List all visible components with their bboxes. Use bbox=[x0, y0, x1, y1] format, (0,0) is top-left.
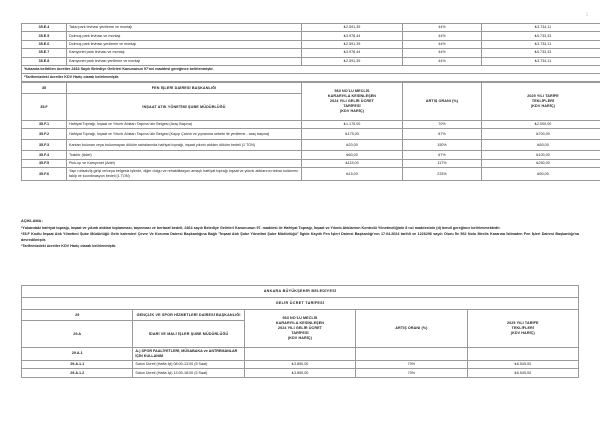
row-previous-fee: ₺3.978,44 bbox=[302, 32, 403, 40]
row-new-fee: ₺6.545,00 bbox=[467, 360, 578, 368]
table-29a-body bbox=[22, 286, 579, 378]
table-35e-body bbox=[22, 24, 600, 82]
col-prev-line-1: 563 NO'LU MECLİS bbox=[334, 89, 370, 94]
table-row bbox=[22, 129, 600, 140]
table-row bbox=[22, 369, 579, 377]
row-description: Taksi park levhası yenileme ve montajı bbox=[67, 24, 302, 32]
row-new-fee: ₺100,00 bbox=[482, 151, 600, 159]
col-new-line-3: (KDV HARİÇ) bbox=[530, 103, 556, 108]
column-header-increase-rate: ARTIŞ ORANI (%) bbox=[403, 83, 482, 121]
table-row bbox=[22, 40, 600, 48]
row-previous-fee: ₺20,00 bbox=[302, 140, 403, 151]
row-code: 29.A.1.2 bbox=[22, 369, 133, 377]
row-code: 35.E.6 bbox=[22, 40, 67, 48]
column-header-increase-rate: ARTIŞ ORANI (%) bbox=[356, 310, 467, 348]
row-new-fee: ₺6.545,00 bbox=[467, 369, 578, 377]
subsection-title: İNŞAAT ATIK YÖNETİMİ ŞUBE MÜDÜRLÜĞÜ bbox=[67, 94, 302, 121]
row-description: Kantarı bulunan veya bulunmayan döküm sahalarında hafriyat toprağı, inşaat yıkıntı atıkları döküm bedeli (1 TON) bbox=[67, 140, 302, 151]
row-description: Hafriyat Toprağı, İnşaat ve Yıkıntı Atıkları Taşıma İzin Belgesi (Araç Başına) bbox=[67, 121, 302, 129]
row-increase-rate: 44% bbox=[403, 57, 482, 65]
row-increase-rate: 44% bbox=[403, 32, 482, 40]
row-description: Salon Ücreti (Hafta İçi) 08:00-13:00 (5 Saat) bbox=[133, 360, 244, 368]
column-header-previous-fee bbox=[244, 310, 355, 348]
row-code: 35.F.3 bbox=[22, 140, 67, 151]
page-corner-mark: 1 bbox=[585, 12, 589, 18]
col-prev-line-5: (KDV HARİÇ) bbox=[339, 108, 365, 113]
section-genclik-spor bbox=[21, 285, 579, 378]
row-description: Pick-up ve Kamyonet (Adet) bbox=[67, 159, 302, 167]
row-previous-fee: ₺60,00 bbox=[302, 151, 403, 159]
table-note-row bbox=[22, 65, 600, 73]
row-code: 35.F.6 bbox=[22, 168, 67, 181]
row-code: 35.F.4 bbox=[22, 151, 67, 159]
row-new-fee: ₺3.734,11 bbox=[482, 57, 600, 65]
row-increase-rate: 233% bbox=[403, 168, 482, 181]
row-previous-fee bbox=[244, 348, 355, 361]
row-new-fee: ₺50,00 bbox=[482, 140, 600, 151]
tariff-title-row bbox=[22, 298, 579, 310]
table-35f bbox=[21, 82, 600, 181]
subsection-code: 29.A bbox=[22, 321, 133, 348]
row-increase-rate: 87% bbox=[403, 129, 482, 140]
col-prev-line-4: TARİFESİ bbox=[343, 103, 361, 108]
row-increase-rate: 44% bbox=[403, 40, 482, 48]
table-35e bbox=[21, 23, 600, 82]
row-new-fee: ₺50,00 bbox=[482, 168, 600, 181]
row-new-fee: ₺250,00 bbox=[482, 159, 600, 167]
section-department-title: FEN İŞLERİ DAİRESİ BAŞKANLIĞI bbox=[67, 83, 302, 94]
row-description: A-) SPOR FAALİYETLERİ, MÜSABAKA ve ANTREMANLAR İÇİN KULLANIM bbox=[133, 348, 244, 361]
row-increase-rate: 44% bbox=[403, 49, 482, 57]
row-previous-fee: ₺3.850,00 bbox=[244, 360, 355, 368]
row-new-fee: ₺3.734,11 bbox=[482, 40, 600, 48]
col-prev-line-4: TARİFESİ bbox=[291, 330, 309, 335]
organization-name: ANKARA BÜYÜKŞEHİR BELEDİYESİ bbox=[22, 286, 579, 298]
row-previous-fee: ₺3.850,00 bbox=[244, 369, 355, 377]
row-increase-rate bbox=[356, 348, 467, 361]
row-description: Dolmuş park levhası yenileme ve montajı bbox=[67, 40, 302, 48]
aciklama-heading: AÇIKLAMA : bbox=[21, 219, 44, 223]
table-row bbox=[22, 168, 600, 181]
row-increase-rate: 70% bbox=[356, 369, 467, 377]
row-code: 35.E.4 bbox=[22, 24, 67, 32]
row-code: 35.F.2 bbox=[22, 129, 67, 140]
row-new-fee bbox=[467, 348, 578, 361]
col-prev-line-5: (KDV HARİÇ) bbox=[287, 335, 312, 340]
row-description: Hafriyat Toprağı, İnşaat ve Yıkıntı Atıkları Taşıma İzin Belgesi (Kayıp Çalıntı ve yıpranma sebebi ile yenileme - araç başına) bbox=[67, 129, 302, 140]
row-increase-rate: 150% bbox=[403, 140, 482, 151]
row-increase-rate: 44% bbox=[403, 24, 482, 32]
note-legal-basis: Yukarıda belirtilen ücretler 2464 Sayılı Belediye Gelirleri Kanununun 97'nci maddesi gereğince belirlenmiştir. bbox=[22, 65, 600, 73]
table-row bbox=[22, 121, 600, 129]
row-previous-fee: ₺15,00 bbox=[302, 168, 403, 181]
row-code: 35.F.5 bbox=[22, 159, 67, 167]
table-row bbox=[22, 49, 600, 57]
section-number: 35 bbox=[22, 83, 67, 94]
row-description: Dolmuş park levhası ve montajı bbox=[67, 32, 302, 40]
col-prev-line-3: 2024 YILI GELİR ÜCRET bbox=[329, 99, 375, 103]
col-new-line-3: (KDV HARİÇ) bbox=[510, 330, 535, 335]
row-description: Kamyonet park levhası ve montajı bbox=[67, 49, 302, 57]
col-prev-line-2: KARARIYLA KESİNLEŞEN bbox=[275, 321, 325, 326]
row-new-fee: ₺5.733,33 bbox=[482, 49, 600, 57]
col-prev-line-2: KARARIYLA KESİNLEŞEN bbox=[327, 94, 377, 99]
table-row bbox=[22, 32, 600, 40]
row-previous-fee: ₺175,00 bbox=[302, 129, 403, 140]
row-increase-rate: 117% bbox=[403, 159, 482, 167]
column-header-new-fee bbox=[467, 310, 578, 348]
row-previous-fee: ₺3.978,44 bbox=[302, 49, 403, 57]
row-previous-fee: ₺115,00 bbox=[302, 159, 403, 167]
row-description: Kamyonet park levhası yenileme ve montajı bbox=[67, 57, 302, 65]
table-row bbox=[22, 24, 600, 32]
row-description: Salon Ücreti (Hafta İçi) 13:00-18:00 (5 Saat) bbox=[133, 369, 244, 377]
table-row bbox=[22, 151, 600, 159]
row-increase-rate: 67% bbox=[403, 151, 482, 159]
column-header-previous-fee bbox=[302, 83, 403, 121]
table-row bbox=[22, 140, 600, 151]
subsection-code: 35.F bbox=[22, 94, 67, 121]
table-header-row bbox=[22, 83, 600, 94]
subsection-title: İDARİ VE MALİ İŞLER ŞUBE MÜDÜRLÜĞÜ bbox=[133, 321, 244, 348]
col-prev-line-3: 2024 YILI GELİR ÜCRET bbox=[277, 326, 322, 330]
tariff-title: GELİR ÜCRET TARİFESİ bbox=[22, 298, 579, 310]
row-code: 35.E.5 bbox=[22, 32, 67, 40]
table-29a bbox=[21, 285, 579, 378]
row-code: 35.E.8 bbox=[22, 57, 67, 65]
aciklama-note-3: *Tarifemizdeki ücretler KDV Hariç olarak belirlenmiştir. bbox=[21, 243, 117, 248]
column-header-new-fee bbox=[482, 83, 600, 121]
row-increase-rate: 70% bbox=[403, 121, 482, 129]
col-prev-line-1: 563 NO'LU MECLİS bbox=[282, 316, 318, 321]
table-note-row bbox=[22, 73, 600, 81]
row-description: Traktör (Adet) bbox=[67, 151, 302, 159]
section-top-table bbox=[21, 23, 600, 82]
table-row bbox=[22, 360, 579, 368]
row-new-fee: ₺700,00 bbox=[482, 129, 600, 140]
col-new-line-1: 2025 YILI TARİFE bbox=[506, 321, 539, 326]
table-row bbox=[22, 57, 600, 65]
row-description: Yapı ruhsatı/İş girişi ve/veya belgesiz işlerde, diğer dolgu ve rehabilitasyon amaçlı hafriyat toprağı inşaat ve yıkıntı atıklarının tekrar kullanımı takip ve koordinasyon bedeli (1 TON) bbox=[67, 168, 302, 181]
section-department-title: GENÇLİK VE SPOR HİZMETLERİ DAİRESİ BAŞKANLIĞI bbox=[133, 310, 244, 321]
aciklama-note-1: *Yukarıdaki hafriyat toprağı, inşaat ve yıkıntı atıkları toplanması, taşınması ve bertaraf bedeli, 2464 sayılı Belediye Gelirleri Kanununun 97. maddesi ile Hafriyat Toprağı, İnşaat ve Yıkıntı Atıklarının Kontrolü Yönetmeliğinin 8 nci maddesinin (d) bendi gereğince belirlenmektedir. bbox=[21, 225, 501, 230]
section-number: 29 bbox=[22, 310, 133, 321]
row-code: 29.A.1 bbox=[22, 348, 133, 361]
row-code: 35.E.7 bbox=[22, 49, 67, 57]
row-code: 29.A.1.1 bbox=[22, 360, 133, 368]
row-previous-fee: ₺2.591,39 bbox=[302, 57, 403, 65]
row-previous-fee: ₺2.591,39 bbox=[302, 24, 403, 32]
organization-title-row bbox=[22, 286, 579, 298]
row-new-fee: ₺2.000,00 bbox=[482, 121, 600, 129]
section-fen-isleri bbox=[21, 82, 600, 181]
col-new-line-2: TEKLİFLERİ bbox=[511, 326, 534, 330]
col-new-line-2: TEKLİFLERİ bbox=[531, 99, 555, 103]
aciklama-block bbox=[21, 217, 579, 250]
row-increase-rate: 70% bbox=[356, 360, 467, 368]
table-row bbox=[22, 159, 600, 167]
aciklama-note-2: *35.F Kodlu İnşaat Atık Yönetimi Şube Müdürlüğü Gelir kalemleri Çevre Ve Koruma Dairesi Başkanlığına Bağlı "İnşaat Atık Şube Yönetimi Şube Müdürlüğü" İlgide Kayıtlı Fen İşleri Dairesi Başkanlığı'nın 17.04.2024 tarihli ve 1226296 sayılı Oluru İle 562 Nolu Meclis Kararına İstinaden Fen İşleri Dairesi Başkanlığı'na devredilmiştir. bbox=[21, 231, 579, 242]
table-35f-body bbox=[22, 83, 600, 181]
note-vat-excluded: *Tarifemizdeki ücretler KDV Hariç olarak belirlenmiştir. bbox=[22, 73, 600, 81]
row-previous-fee: ₺2.591,39 bbox=[302, 40, 403, 48]
table-group-row bbox=[22, 348, 579, 361]
row-previous-fee: ₺1.175,00 bbox=[302, 121, 403, 129]
table-header-row bbox=[22, 310, 579, 321]
row-code: 35.F.1 bbox=[22, 121, 67, 129]
row-new-fee: ₺5.733,33 bbox=[482, 32, 600, 40]
col-new-line-1: 2025 YILI TARİFE bbox=[527, 94, 559, 99]
row-new-fee: ₺3.734,11 bbox=[482, 24, 600, 32]
